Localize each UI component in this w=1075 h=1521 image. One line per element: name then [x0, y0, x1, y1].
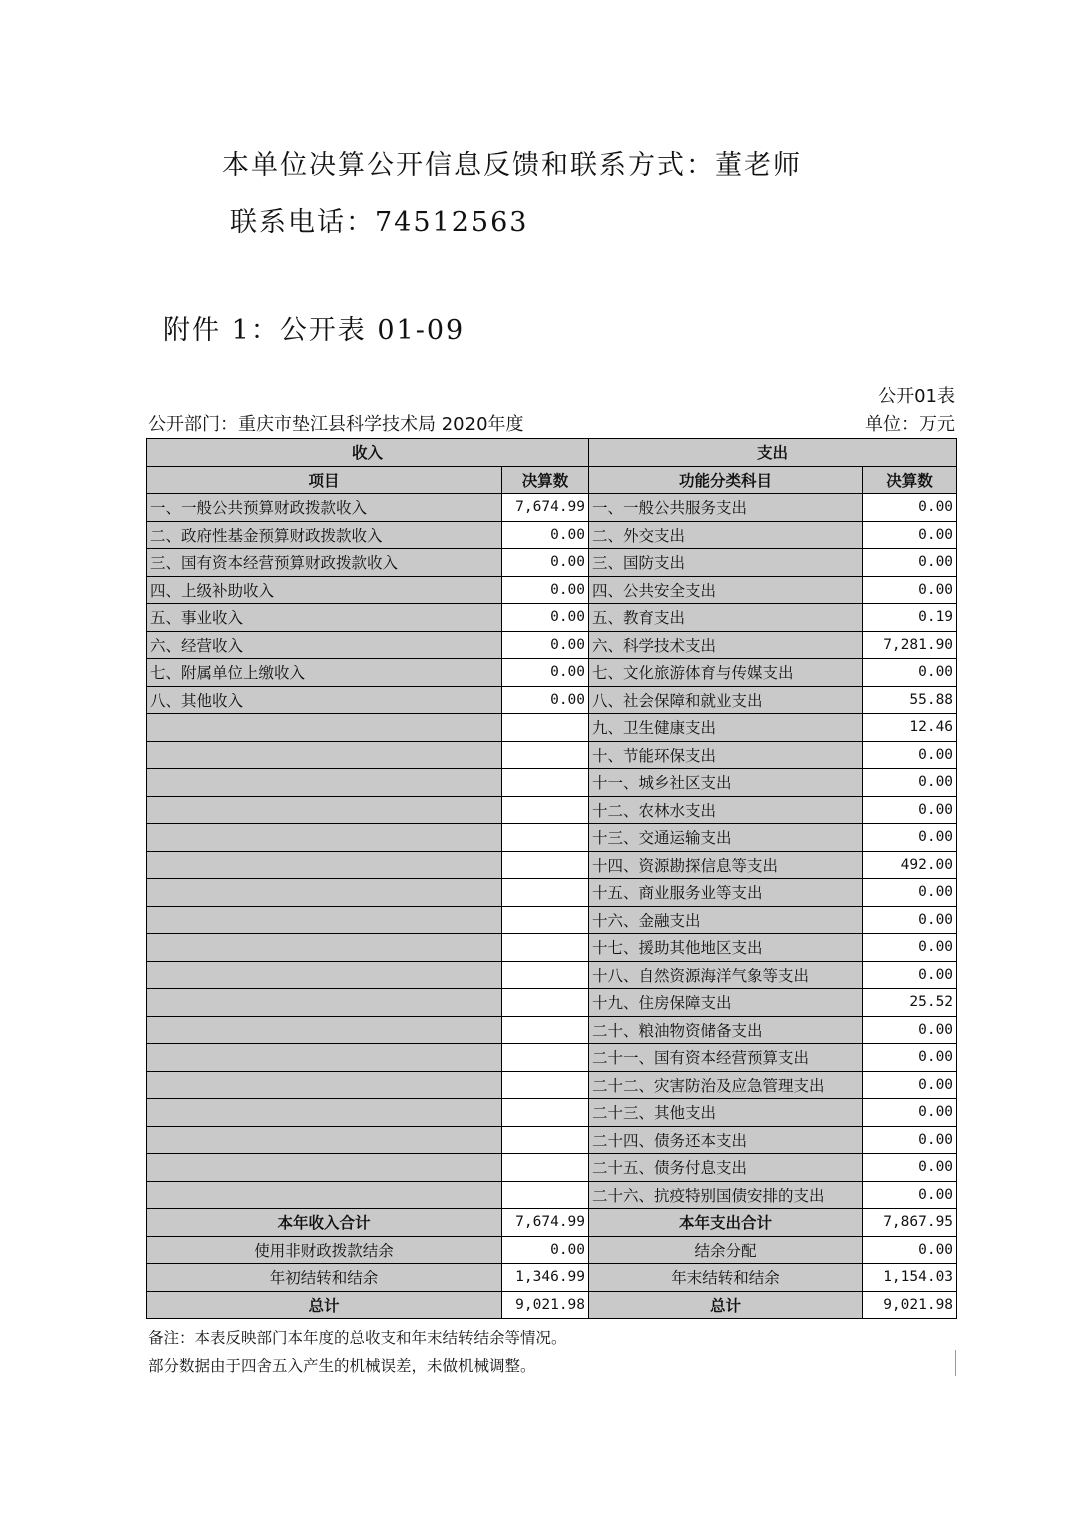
- expense-item: 十四、资源勘探信息等支出: [589, 851, 863, 879]
- expense-item: 三、国防支出: [589, 549, 863, 577]
- expense-amount: 0.19: [863, 604, 957, 632]
- income-amount: [502, 1016, 589, 1044]
- expense-item: 二十一、国有资本经营预算支出: [589, 1044, 863, 1072]
- summary-income-item: 年初结转和结余: [147, 1264, 502, 1292]
- income-item: 七、附属单位上缴收入: [147, 659, 502, 687]
- income-amount: [502, 1154, 589, 1182]
- expense-amount: 492.00: [863, 851, 957, 879]
- form-number: 公开01表: [878, 386, 955, 407]
- table-row: [147, 961, 957, 989]
- income-item: 一、一般公共预算财政拨款收入: [147, 494, 502, 522]
- table-row: [147, 824, 957, 852]
- expense-amount: 0.00: [863, 521, 957, 549]
- expense-amount: 0.00: [863, 576, 957, 604]
- income-item: [147, 796, 502, 824]
- expense-item: 四、公共安全支出: [589, 576, 863, 604]
- expense-item: 八、社会保障和就业支出: [589, 686, 863, 714]
- income-item: [147, 906, 502, 934]
- income-item: 二、政府性基金预算财政拨款收入: [147, 521, 502, 549]
- summary-expense-item: 本年支出合计: [589, 1209, 863, 1237]
- expense-item: 九、卫生健康支出: [589, 714, 863, 742]
- expense-amount: 0.00: [863, 961, 957, 989]
- income-item: [147, 1099, 502, 1127]
- income-item: 四、上级补助收入: [147, 576, 502, 604]
- table-row: [147, 796, 957, 824]
- income-amount: [502, 879, 589, 907]
- expense-amount: 0.00: [863, 769, 957, 797]
- expense-item: 十一、城乡社区支出: [589, 769, 863, 797]
- income-amount: 0.00: [502, 576, 589, 604]
- expense-item: 一、一般公共服务支出: [589, 494, 863, 522]
- income-amount: [502, 906, 589, 934]
- expense-amount: 0.00: [863, 879, 957, 907]
- department-label: 公开部门：重庆市垫江县科学技术局 2020年度: [148, 414, 524, 435]
- expense-amount: 0.00: [863, 741, 957, 769]
- expense-amount: 0.00: [863, 1071, 957, 1099]
- unit-label: 单位：万元: [865, 414, 955, 435]
- income-item: [147, 1181, 502, 1209]
- table-row: [147, 659, 957, 687]
- summary-expense-item: 结余分配: [589, 1236, 863, 1264]
- table-row: [147, 741, 957, 769]
- expense-item: 十六、金融支出: [589, 906, 863, 934]
- income-item: [147, 879, 502, 907]
- expense-amount: 0.00: [863, 906, 957, 934]
- summary-expense-amount: 1,154.03: [863, 1264, 957, 1292]
- summary-income-amount: 1,346.99: [502, 1264, 589, 1292]
- table-row: [147, 686, 957, 714]
- expense-item: 十七、援助其他地区支出: [589, 934, 863, 962]
- col-header-expense-amount: 决算数: [863, 466, 957, 494]
- table-row: [147, 851, 957, 879]
- income-item: [147, 769, 502, 797]
- income-header: 收入: [147, 439, 589, 467]
- expense-item: 六、科学技术支出: [589, 631, 863, 659]
- income-item: [147, 714, 502, 742]
- table-row: [147, 1181, 957, 1209]
- table-row: [147, 549, 957, 577]
- table-row: [147, 989, 957, 1017]
- expense-item: 五、教育支出: [589, 604, 863, 632]
- summary-expense-item: 年末结转和结余: [589, 1264, 863, 1292]
- income-item: [147, 824, 502, 852]
- table-row: [147, 879, 957, 907]
- income-item: [147, 1154, 502, 1182]
- table-row: [147, 769, 957, 797]
- summary-expense-amount: 0.00: [863, 1236, 957, 1264]
- table-column-header-row: [147, 466, 957, 494]
- summary-row: [147, 1291, 957, 1319]
- income-amount: 0.00: [502, 604, 589, 632]
- expense-item: 二十、粮油物资储备支出: [589, 1016, 863, 1044]
- expense-amount: 12.46: [863, 714, 957, 742]
- note-line: 部分数据由于四舍五入产生的机械误差，未做机械调整。: [148, 1357, 536, 1375]
- expense-amount: 0.00: [863, 1126, 957, 1154]
- table-row: [147, 1126, 957, 1154]
- phone-line: 联系电话：74512563: [230, 207, 529, 238]
- col-header-income-amount: 决算数: [502, 466, 589, 494]
- income-amount: 0.00: [502, 686, 589, 714]
- table-row: [147, 494, 957, 522]
- expense-amount: 0.00: [863, 1016, 957, 1044]
- income-amount: [502, 989, 589, 1017]
- income-amount: [502, 1126, 589, 1154]
- expense-item: 十五、商业服务业等支出: [589, 879, 863, 907]
- income-amount: 0.00: [502, 521, 589, 549]
- income-amount: [502, 1044, 589, 1072]
- income-amount: 7,674.99: [502, 494, 589, 522]
- income-item: 八、其他收入: [147, 686, 502, 714]
- summary-income-amount: 9,021.98: [502, 1291, 589, 1319]
- summary-income-amount: 0.00: [502, 1236, 589, 1264]
- expense-item: 二十六、抗疫特别国债安排的支出: [589, 1181, 863, 1209]
- table-row: [147, 521, 957, 549]
- expense-amount: 0.00: [863, 934, 957, 962]
- income-amount: 0.00: [502, 659, 589, 687]
- expense-item: 二、外交支出: [589, 521, 863, 549]
- income-item: [147, 1126, 502, 1154]
- income-item: [147, 741, 502, 769]
- expense-amount: 25.52: [863, 989, 957, 1017]
- divider: [955, 1350, 956, 1376]
- summary-row: [147, 1264, 957, 1292]
- summary-expense-item: 总计: [589, 1291, 863, 1319]
- expense-amount: 0.00: [863, 1099, 957, 1127]
- expense-item: 二十五、债务付息支出: [589, 1154, 863, 1182]
- table-row: [147, 604, 957, 632]
- expense-item: 十三、交通运输支出: [589, 824, 863, 852]
- expense-amount: 0.00: [863, 549, 957, 577]
- expense-item: 七、文化旅游体育与传媒支出: [589, 659, 863, 687]
- expense-item: 十、节能环保支出: [589, 741, 863, 769]
- table-row: [147, 1044, 957, 1072]
- income-amount: [502, 961, 589, 989]
- expense-amount: 0.00: [863, 796, 957, 824]
- income-amount: 0.00: [502, 631, 589, 659]
- income-amount: [502, 741, 589, 769]
- summary-income-item: 本年收入合计: [147, 1209, 502, 1237]
- col-header-function: 功能分类科目: [589, 466, 863, 494]
- expense-amount: 7,281.90: [863, 631, 957, 659]
- expense-amount: 0.00: [863, 659, 957, 687]
- income-item: [147, 1016, 502, 1044]
- expense-item: 二十二、灾害防治及应急管理支出: [589, 1071, 863, 1099]
- table-row: [147, 1071, 957, 1099]
- budget-table: [146, 438, 957, 1319]
- table-row: [147, 1016, 957, 1044]
- summary-expense-amount: 7,867.95: [863, 1209, 957, 1237]
- expense-item: 十八、自然资源海洋气象等支出: [589, 961, 863, 989]
- expense-item: 二十四、债务还本支出: [589, 1126, 863, 1154]
- summary-expense-amount: 9,021.98: [863, 1291, 957, 1319]
- table-row: [147, 576, 957, 604]
- income-item: [147, 961, 502, 989]
- table-row: [147, 934, 957, 962]
- expense-amount: 0.00: [863, 1154, 957, 1182]
- income-item: 三、国有资本经营预算财政拨款收入: [147, 549, 502, 577]
- income-amount: [502, 851, 589, 879]
- income-amount: [502, 769, 589, 797]
- expense-amount: 55.88: [863, 686, 957, 714]
- income-item: [147, 1071, 502, 1099]
- income-amount: [502, 796, 589, 824]
- income-amount: [502, 934, 589, 962]
- income-amount: 0.00: [502, 549, 589, 577]
- income-item: 六、经营收入: [147, 631, 502, 659]
- table-row: [147, 714, 957, 742]
- table-row: [147, 1099, 957, 1127]
- expense-amount: 0.00: [863, 824, 957, 852]
- contact-line: 本单位决算公开信息反馈和联系方式：董老师: [222, 150, 802, 181]
- expense-amount: 0.00: [863, 494, 957, 522]
- table-section-header-row: [147, 439, 957, 467]
- income-item: 五、事业收入: [147, 604, 502, 632]
- income-amount: [502, 1099, 589, 1127]
- expense-header: 支出: [589, 439, 957, 467]
- expense-item: 十二、农林水支出: [589, 796, 863, 824]
- income-item: [147, 851, 502, 879]
- summary-income-item: 使用非财政拨款结余: [147, 1236, 502, 1264]
- income-amount: [502, 1071, 589, 1099]
- income-amount: [502, 1181, 589, 1209]
- income-amount: [502, 714, 589, 742]
- summary-row: [147, 1209, 957, 1237]
- expense-item: 十九、住房保障支出: [589, 989, 863, 1017]
- table-row: [147, 631, 957, 659]
- income-amount: [502, 824, 589, 852]
- col-header-item: 项目: [147, 466, 502, 494]
- table-row: [147, 906, 957, 934]
- table-row: [147, 1154, 957, 1182]
- summary-row: [147, 1236, 957, 1264]
- expense-item: 二十三、其他支出: [589, 1099, 863, 1127]
- income-item: [147, 934, 502, 962]
- income-item: [147, 1044, 502, 1072]
- summary-income-amount: 7,674.99: [502, 1209, 589, 1237]
- summary-income-item: 总计: [147, 1291, 502, 1319]
- expense-amount: 0.00: [863, 1044, 957, 1072]
- attachment-line: 附件 1：公开表 01-09: [163, 315, 466, 346]
- expense-amount: 0.00: [863, 1181, 957, 1209]
- note-line: 备注：本表反映部门本年度的总收支和年末结转结余等情况。: [148, 1329, 567, 1347]
- income-item: [147, 989, 502, 1017]
